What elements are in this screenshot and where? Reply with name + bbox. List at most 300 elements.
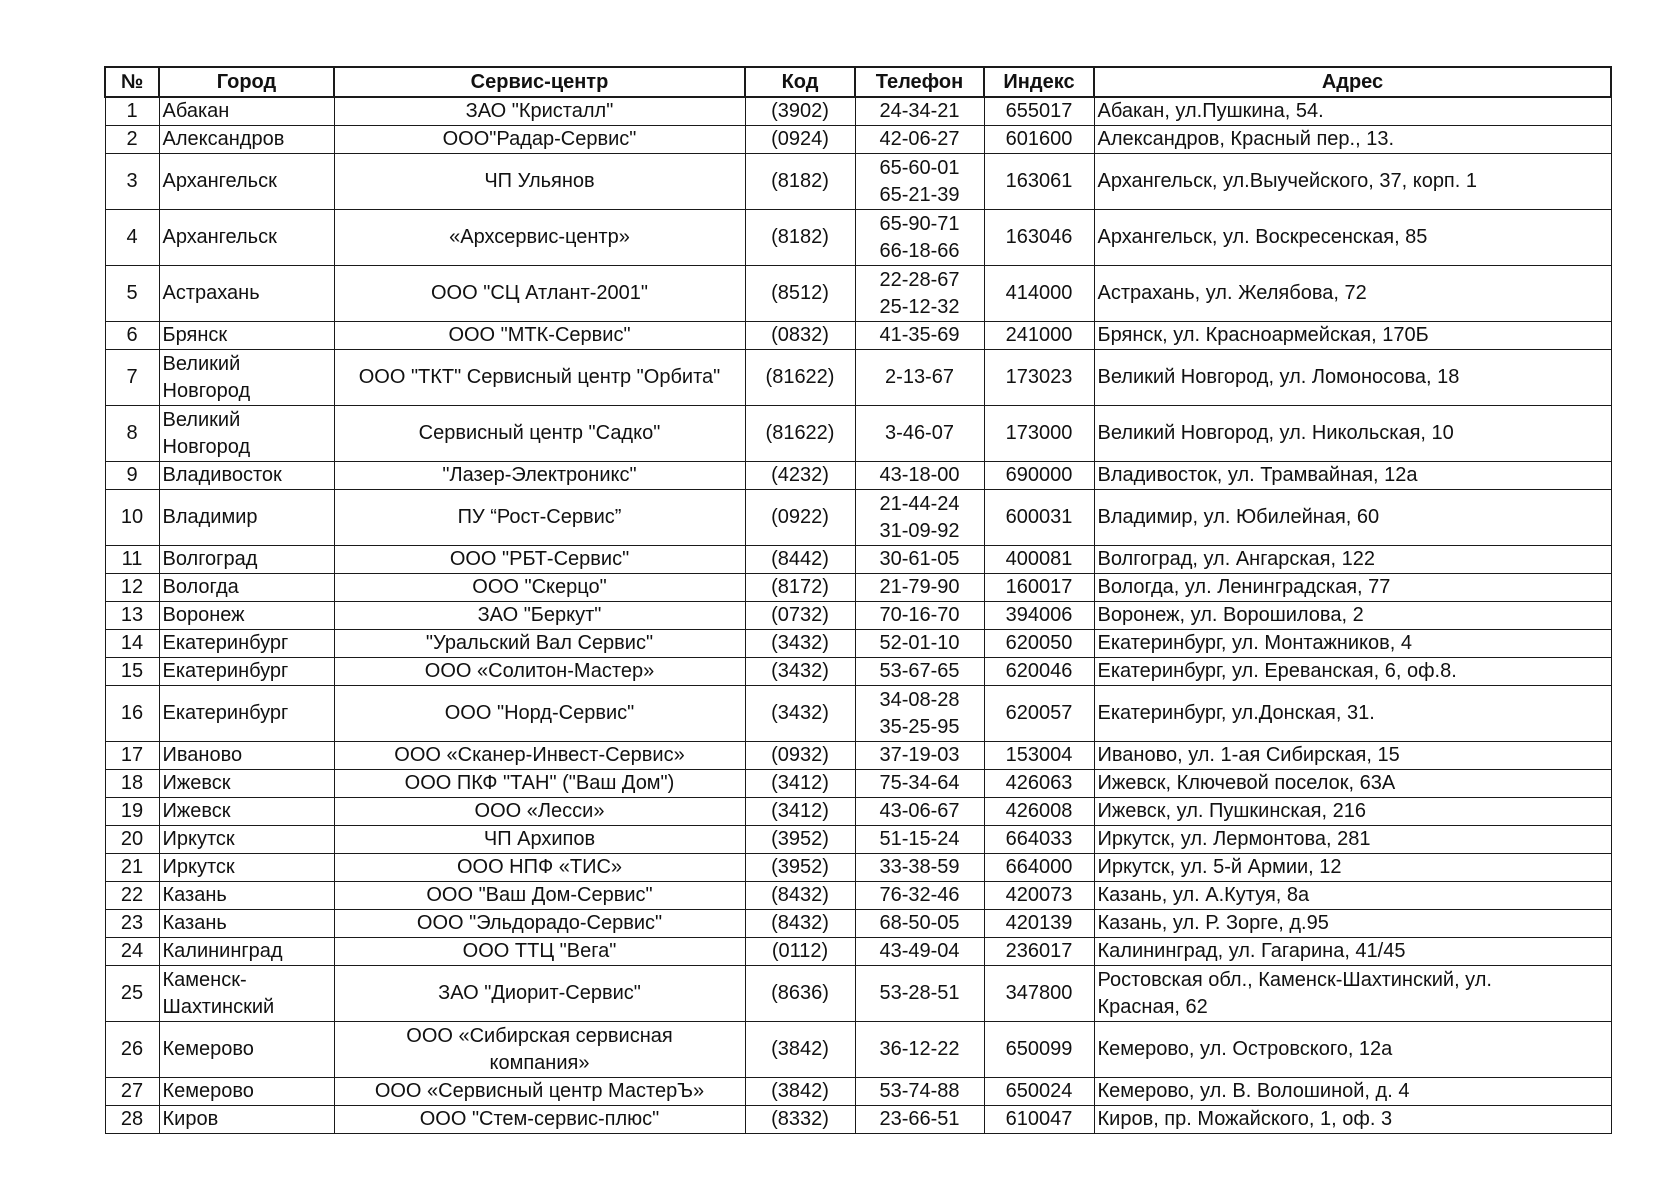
city-line: Каменск- <box>162 968 247 991</box>
row-number: 20 <box>105 826 159 854</box>
address-line: Красная, 62 <box>1097 995 1208 1018</box>
city-cell <box>159 322 334 350</box>
city-line: Архангельск <box>162 170 277 192</box>
area-code-cell: (3952) <box>745 854 855 882</box>
phone-number: 41-35-69 <box>879 324 960 346</box>
city-cell <box>159 574 334 602</box>
city-line: Абакан <box>162 100 230 122</box>
city-cell <box>159 154 334 210</box>
service-center-line: «Архсервис-центр» <box>449 226 630 248</box>
row-number: 23 <box>105 910 159 938</box>
address-line: Вологда, ул. Ленинградская, 77 <box>1097 576 1391 598</box>
area-code-cell: (3902) <box>745 97 855 126</box>
address-line: Архангельск, ул. Воскресенская, 85 <box>1097 226 1428 248</box>
table-row <box>105 854 1611 882</box>
service-center-line: ООО "Стем-сервис-плюс" <box>419 1108 660 1130</box>
row-number: 1 <box>105 97 159 126</box>
phone-number: 53-28-51 <box>879 982 960 1004</box>
address-cell <box>1094 630 1611 658</box>
city-line: Киров <box>162 1108 219 1130</box>
table-body <box>105 97 1611 1134</box>
table-row <box>105 602 1611 630</box>
phone-number: 68-50-05 <box>879 912 960 934</box>
address-line: Владивосток, ул. Трамвайная, 12а <box>1097 464 1418 486</box>
row-number: 17 <box>105 742 159 770</box>
service-center-cell <box>334 154 745 210</box>
phone-number: 65-60-01 <box>879 156 960 179</box>
table-row <box>105 126 1611 154</box>
phone-cell <box>855 1022 984 1078</box>
address-line: Кемерово, ул. В. Волошиной, д. 4 <box>1097 1080 1410 1102</box>
city-cell <box>159 826 334 854</box>
postal-index-cell: 664000 <box>984 854 1094 882</box>
area-code-cell: (8182) <box>745 210 855 266</box>
postal-index-cell: 650099 <box>984 1022 1094 1078</box>
phone-cell <box>855 1078 984 1106</box>
service-center-line: ООО "МТК-Сервис" <box>448 324 631 346</box>
city-line: Новгород <box>162 435 251 458</box>
address-line: Иваново, ул. 1-ая Сибирская, 15 <box>1097 744 1400 766</box>
city-cell <box>159 602 334 630</box>
postal-index-cell: 601600 <box>984 126 1094 154</box>
service-center-line: компания» <box>489 1051 590 1074</box>
phone-cell <box>855 966 984 1022</box>
service-center-cell <box>334 126 745 154</box>
header-code: Код <box>745 67 855 97</box>
address-line: Ижевск, ул. Пушкинская, 216 <box>1097 800 1366 822</box>
city-line: Владивосток <box>162 464 282 486</box>
phone-number: 70-16-70 <box>879 604 960 626</box>
city-line: Волгоград <box>162 548 258 570</box>
row-number: 16 <box>105 686 159 742</box>
phone-cell <box>855 770 984 798</box>
phone-cell <box>855 658 984 686</box>
address-line: Екатеринбург, ул.Донская, 31. <box>1097 702 1375 724</box>
address-cell <box>1094 1022 1611 1078</box>
city-line: Новгород <box>162 379 251 402</box>
address-cell <box>1094 686 1611 742</box>
city-cell <box>159 210 334 266</box>
row-number: 15 <box>105 658 159 686</box>
row-number: 28 <box>105 1106 159 1134</box>
service-center-cell <box>334 1022 745 1078</box>
city-cell <box>159 938 334 966</box>
phone-cell <box>855 350 984 406</box>
city-cell <box>159 1022 334 1078</box>
postal-index-cell: 347800 <box>984 966 1094 1022</box>
table-row <box>105 322 1611 350</box>
postal-index-cell: 160017 <box>984 574 1094 602</box>
service-center-cell <box>334 322 745 350</box>
address-line: Екатеринбург, ул. Ереванская, 6, оф.8. <box>1097 660 1457 682</box>
area-code-cell: (3432) <box>745 686 855 742</box>
address-line: Абакан, ул.Пушкина, 54. <box>1097 100 1324 122</box>
postal-index-cell: 690000 <box>984 462 1094 490</box>
table-row <box>105 742 1611 770</box>
city-line: Владимир <box>162 506 258 528</box>
postal-index-cell: 610047 <box>984 1106 1094 1134</box>
phone-number: 51-15-24 <box>879 828 960 850</box>
city-line: Иваново <box>162 744 243 766</box>
city-line: Екатеринбург <box>162 632 289 654</box>
address-line: Иркутск, ул. Лермонтова, 281 <box>1097 828 1371 850</box>
address-cell <box>1094 910 1611 938</box>
phone-cell <box>855 826 984 854</box>
header-address: Адрес <box>1094 67 1611 97</box>
phone-cell <box>855 630 984 658</box>
table-row <box>105 1106 1611 1134</box>
city-cell <box>159 462 334 490</box>
postal-index-cell: 655017 <box>984 97 1094 126</box>
service-center-line: ООО"Радар-Сервис" <box>442 128 637 150</box>
table-row <box>105 266 1611 322</box>
city-cell <box>159 630 334 658</box>
city-line: Вологда <box>162 576 239 598</box>
service-center-line: ООО "СЦ Атлант-2001" <box>431 282 648 304</box>
phone-number: 24-34-21 <box>879 100 960 122</box>
table-row <box>105 546 1611 574</box>
postal-index-cell: 620050 <box>984 630 1094 658</box>
service-center-line: ООО "ТКТ" Сервисный центр "Орбита" <box>358 366 721 388</box>
city-line: Кемерово <box>162 1038 254 1060</box>
address-cell <box>1094 742 1611 770</box>
row-number: 7 <box>105 350 159 406</box>
row-number: 3 <box>105 154 159 210</box>
phone-cell <box>855 462 984 490</box>
phone-cell <box>855 882 984 910</box>
city-line: Александров <box>162 128 285 150</box>
area-code-cell: (3432) <box>745 658 855 686</box>
postal-index-cell: 426008 <box>984 798 1094 826</box>
city-line: Ижевск <box>162 772 231 794</box>
service-center-line: ООО "Ваш Дом-Сервис" <box>426 884 653 906</box>
address-cell <box>1094 770 1611 798</box>
area-code-cell: (8332) <box>745 1106 855 1134</box>
service-center-line: ПУ “Рост-Сервис” <box>457 506 622 528</box>
area-code-cell: (8636) <box>745 966 855 1022</box>
address-line: Великий Новгород, ул. Никольская, 10 <box>1097 422 1454 444</box>
header-phone: Телефон <box>855 67 984 97</box>
service-center-line: "Лазер-Электроникс" <box>442 464 637 486</box>
service-centers-table <box>104 66 1612 1134</box>
address-cell <box>1094 1106 1611 1134</box>
city-cell <box>159 126 334 154</box>
service-center-cell <box>334 742 745 770</box>
table-row <box>105 154 1611 210</box>
phone-number: 22-28-67 <box>879 268 960 291</box>
service-center-cell <box>334 462 745 490</box>
address-cell <box>1094 854 1611 882</box>
address-cell <box>1094 322 1611 350</box>
city-cell <box>159 97 334 126</box>
city-line: Великий <box>162 408 241 431</box>
address-cell <box>1094 966 1611 1022</box>
address-line: Владимир, ул. Юбилейная, 60 <box>1097 506 1380 528</box>
service-center-line: ООО «Солитон-Мастер» <box>424 660 655 682</box>
address-line: Ростовская обл., Каменск-Шахтинский, ул. <box>1097 968 1492 991</box>
phone-number: 36-12-22 <box>879 1038 960 1060</box>
area-code-cell: (3412) <box>745 798 855 826</box>
address-cell <box>1094 1078 1611 1106</box>
area-code-cell: (0922) <box>745 490 855 546</box>
phone-number: 42-06-27 <box>879 128 960 150</box>
postal-index-cell: 400081 <box>984 546 1094 574</box>
service-center-cell <box>334 266 745 322</box>
city-line: Ижевск <box>162 800 231 822</box>
service-center-cell <box>334 574 745 602</box>
address-line: Великий Новгород, ул. Ломоносова, 18 <box>1097 366 1460 388</box>
service-center-line: ООО «Сканер-Инвест-Сервис» <box>394 744 685 766</box>
address-cell <box>1094 154 1611 210</box>
service-center-cell <box>334 938 745 966</box>
phone-cell <box>855 910 984 938</box>
service-center-cell <box>334 350 745 406</box>
service-center-line: ЧП Архипов <box>483 828 596 850</box>
row-number: 24 <box>105 938 159 966</box>
postal-index-cell: 394006 <box>984 602 1094 630</box>
table-row <box>105 910 1611 938</box>
phone-number: 53-74-88 <box>879 1080 960 1102</box>
service-center-cell <box>334 546 745 574</box>
postal-index-cell: 426063 <box>984 770 1094 798</box>
row-number: 25 <box>105 966 159 1022</box>
city-line: Воронеж <box>162 604 245 626</box>
table-row <box>105 798 1611 826</box>
service-center-line: ООО НПФ «ТИС» <box>456 856 623 878</box>
phone-number: 25-12-32 <box>879 295 960 318</box>
row-number: 8 <box>105 406 159 462</box>
service-center-cell <box>334 658 745 686</box>
service-center-cell <box>334 882 745 910</box>
phone-cell <box>855 686 984 742</box>
postal-index-cell: 420139 <box>984 910 1094 938</box>
service-center-cell <box>334 406 745 462</box>
table-row <box>105 966 1611 1022</box>
phone-cell <box>855 266 984 322</box>
postal-index-cell: 153004 <box>984 742 1094 770</box>
address-cell <box>1094 938 1611 966</box>
address-cell <box>1094 126 1611 154</box>
service-center-line: Сервисный центр "Садко" <box>418 422 661 444</box>
area-code-cell: (0924) <box>745 126 855 154</box>
phone-cell <box>855 602 984 630</box>
address-cell <box>1094 210 1611 266</box>
phone-number: 35-25-95 <box>879 715 960 738</box>
city-cell <box>159 742 334 770</box>
table-row <box>105 462 1611 490</box>
phone-cell <box>855 1106 984 1134</box>
header-index: Индекс <box>984 67 1094 97</box>
phone-number: 65-90-71 <box>879 212 960 235</box>
row-number: 27 <box>105 1078 159 1106</box>
postal-index-cell: 163061 <box>984 154 1094 210</box>
service-center-line: ООО "Эльдорадо-Сервис" <box>416 912 663 934</box>
service-center-cell <box>334 798 745 826</box>
city-cell <box>159 490 334 546</box>
address-line: Ижевск, Ключевой поселок, 63А <box>1097 772 1396 794</box>
service-center-cell <box>334 854 745 882</box>
address-cell <box>1094 97 1611 126</box>
phone-number: 3-46-07 <box>885 422 954 444</box>
area-code-cell: (3842) <box>745 1078 855 1106</box>
table-row <box>105 826 1611 854</box>
service-center-line: "Уральский Вал Сервис" <box>425 632 654 654</box>
service-center-line: ЧП Ульянов <box>484 170 595 192</box>
phone-number: 53-67-65 <box>879 660 960 682</box>
row-number: 22 <box>105 882 159 910</box>
row-number: 2 <box>105 126 159 154</box>
address-cell <box>1094 826 1611 854</box>
city-cell <box>159 658 334 686</box>
address-line: Архангельск, ул.Выучейского, 37, корп. 1 <box>1097 170 1478 192</box>
address-cell <box>1094 882 1611 910</box>
area-code-cell: (8172) <box>745 574 855 602</box>
address-cell <box>1094 462 1611 490</box>
city-line: Калининград <box>162 940 283 962</box>
postal-index-cell: 420073 <box>984 882 1094 910</box>
service-center-cell <box>334 966 745 1022</box>
address-cell <box>1094 406 1611 462</box>
service-center-line: ЗАО "Диорит-Сервис" <box>438 982 641 1004</box>
postal-index-cell: 241000 <box>984 322 1094 350</box>
service-center-cell <box>334 630 745 658</box>
address-line: Иркутск, ул. 5-й Армии, 12 <box>1097 856 1342 878</box>
address-cell <box>1094 546 1611 574</box>
phone-number: 30-61-05 <box>879 548 960 570</box>
address-line: Казань, ул. А.Кутуя, 8а <box>1097 884 1310 906</box>
area-code-cell: (0832) <box>745 322 855 350</box>
row-number: 14 <box>105 630 159 658</box>
phone-number: 21-79-90 <box>879 576 960 598</box>
table-row <box>105 1022 1611 1078</box>
row-number: 19 <box>105 798 159 826</box>
row-number: 9 <box>105 462 159 490</box>
postal-index-cell: 173000 <box>984 406 1094 462</box>
city-cell <box>159 1078 334 1106</box>
address-cell <box>1094 658 1611 686</box>
address-cell <box>1094 266 1611 322</box>
row-number: 11 <box>105 546 159 574</box>
phone-cell <box>855 406 984 462</box>
area-code-cell: (3432) <box>745 630 855 658</box>
city-line: Иркутск <box>162 828 235 850</box>
city-cell <box>159 910 334 938</box>
table-row <box>105 882 1611 910</box>
postal-index-cell: 173023 <box>984 350 1094 406</box>
city-cell <box>159 882 334 910</box>
phone-cell <box>855 490 984 546</box>
city-line: Казань <box>162 884 227 906</box>
area-code-cell: (4232) <box>745 462 855 490</box>
area-code-cell: (8442) <box>745 546 855 574</box>
phone-cell <box>855 154 984 210</box>
area-code-cell: (81622) <box>745 350 855 406</box>
table-row <box>105 686 1611 742</box>
address-cell <box>1094 798 1611 826</box>
table-row <box>105 406 1611 462</box>
city-cell <box>159 966 334 1022</box>
city-line: Великий <box>162 352 241 375</box>
postal-index-cell: 650024 <box>984 1078 1094 1106</box>
phone-cell <box>855 854 984 882</box>
service-center-cell <box>334 1078 745 1106</box>
address-line: Калининград, ул. Гагарина, 41/45 <box>1097 940 1406 962</box>
service-center-line: ООО «Сервисный центр МастерЪ» <box>374 1080 705 1102</box>
service-center-line: ООО «Сибирская сервисная <box>406 1024 673 1047</box>
phone-number: 52-01-10 <box>879 632 960 654</box>
table-row <box>105 350 1611 406</box>
city-line: Кемерово <box>162 1080 254 1102</box>
phone-cell <box>855 126 984 154</box>
phone-cell <box>855 938 984 966</box>
table-row <box>105 97 1611 126</box>
postal-index-cell: 600031 <box>984 490 1094 546</box>
city-line: Астрахань <box>162 282 260 304</box>
area-code-cell: (8512) <box>745 266 855 322</box>
phone-number: 43-49-04 <box>879 940 960 962</box>
table-row <box>105 938 1611 966</box>
area-code-cell: (8432) <box>745 910 855 938</box>
phone-cell <box>855 742 984 770</box>
address-cell <box>1094 490 1611 546</box>
area-code-cell: (3952) <box>745 826 855 854</box>
phone-number: 66-18-66 <box>879 239 960 262</box>
phone-number: 43-06-67 <box>879 800 960 822</box>
service-center-line: ЗАО "Кристалл" <box>465 100 614 122</box>
address-line: Екатеринбург, ул. Монтажников, 4 <box>1097 632 1413 654</box>
phone-number: 34-08-28 <box>879 688 960 711</box>
service-center-line: ЗАО "Беркут" <box>477 604 602 626</box>
table-row <box>105 630 1611 658</box>
row-number: 5 <box>105 266 159 322</box>
table-row <box>105 490 1611 546</box>
service-center-cell <box>334 97 745 126</box>
service-center-cell <box>334 1106 745 1134</box>
area-code-cell: (0112) <box>745 938 855 966</box>
area-code-cell: (0932) <box>745 742 855 770</box>
phone-cell <box>855 798 984 826</box>
header-service-center: Сервис-центр <box>334 67 745 97</box>
area-code-cell: (8432) <box>745 882 855 910</box>
area-code-cell: (8182) <box>745 154 855 210</box>
service-center-cell <box>334 210 745 266</box>
city-cell <box>159 798 334 826</box>
city-line: Шахтинский <box>162 995 275 1018</box>
area-code-cell: (3412) <box>745 770 855 798</box>
row-number: 21 <box>105 854 159 882</box>
address-line: Волгоград, ул. Ангарская, 122 <box>1097 548 1375 570</box>
phone-number: 2-13-67 <box>885 366 954 388</box>
city-line: Екатеринбург <box>162 660 289 682</box>
phone-number: 37-19-03 <box>879 744 960 766</box>
table-row <box>105 658 1611 686</box>
phone-number: 23-66-51 <box>879 1108 960 1130</box>
phone-number: 33-38-59 <box>879 856 960 878</box>
city-cell <box>159 406 334 462</box>
city-cell <box>159 266 334 322</box>
service-center-cell <box>334 490 745 546</box>
table-row <box>105 574 1611 602</box>
phone-number: 76-32-46 <box>879 884 960 906</box>
phone-number: 21-44-24 <box>879 492 960 515</box>
phone-cell <box>855 322 984 350</box>
address-line: Александров, Красный пер., 13. <box>1097 128 1395 150</box>
row-number: 18 <box>105 770 159 798</box>
service-center-cell <box>334 910 745 938</box>
row-number: 13 <box>105 602 159 630</box>
address-line: Астрахань, ул. Желябова, 72 <box>1097 282 1367 304</box>
city-line: Екатеринбург <box>162 702 289 724</box>
